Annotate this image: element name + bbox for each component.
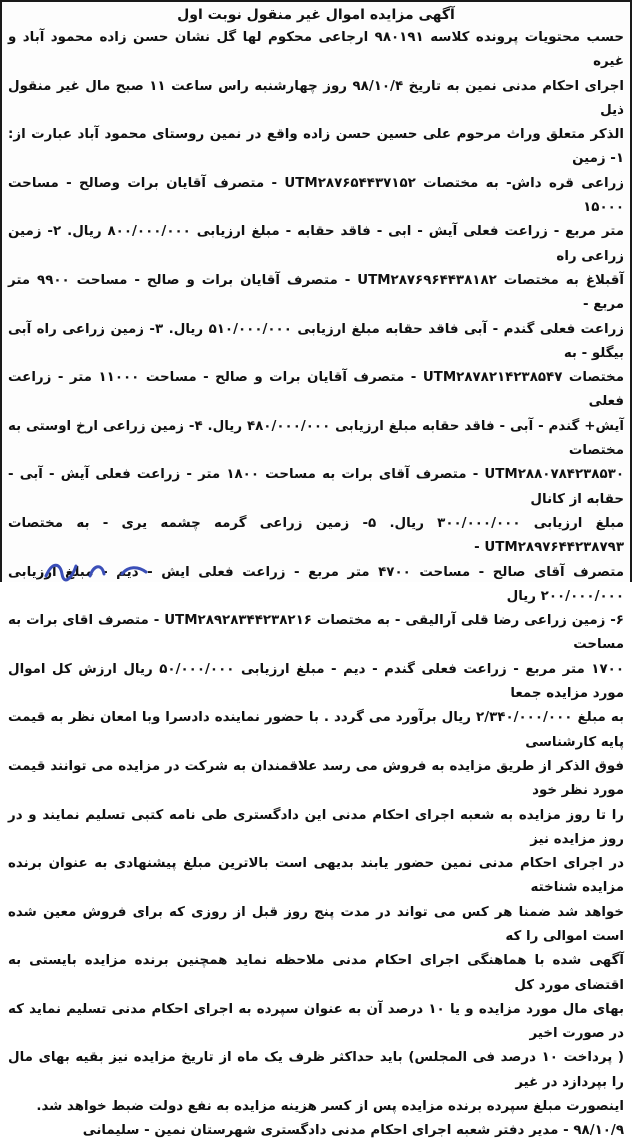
notice-body: حسب محتویات پرونده کلاسه ۹۸۰۱۹۱ ارجاعی محکوم لها گل نشان حسن زاده محمود آباد و غیره اجرای احکام مدنی نمین به تاریخ ۹۸/۱۰/۴ روز چهارشنبه راس ساعت ۱۱ صبح مال غیر منقول ذیل الذکر متعلق وراث مرحوم علی حسین حسن زاده واقع در نمین روستای محمود آباد عبارت از: ۱- زمین زراعی قره داش- به مختصات UTM۲۸۷۶۵۴۴۳۷۱۵۲ - متصرف آقایان برات وصالح - مساحت ۱۵۰۰۰ متر مربع - زراعت فعلی آیش - ابی - فاقد حقابه - مبلغ ارزیابی ۸۰۰/۰۰۰/۰۰۰ ریال. ۲- زمین زراعی راه آقبلاغ به مختصات UTM۲۸۷۶۹۶۴۴۳۸۱۸۲ - متصرف آقایان برات و صالح - مساحت ۹۹۰۰ متر مربع - زراعت فعلی گندم - آبی فاقد حقابه مبلغ ارزیابی ۵۱۰/۰۰۰/۰۰۰ ریال. ۳- زمین زراعی راه آبی بیگلو - به مختصات UTM۲۸۷۸۲۱۴۲۳۸۵۴۷ - متصرف آقایان برات و صالح - مساحت ۱۱۰۰۰ متر - زراعت فعلی آیش+ گندم - آبی - فاقد حقابه مبلغ ارزیابی ۴۸۰/۰۰۰/۰۰۰ ریال. ۴- زمین زراعی ارخ اوستی به مختصات UTM۲۸۸۰۷۸۴۲۳۸۵۳۰ - متصرف آقای برات به مساحت ۱۸۰۰ متر - زراعت فعلی آیش - آبی - حقابه از کانال مبلغ ارزیابی ۳۰۰/۰۰۰/۰۰۰ ریال. ۵- زمین زراعی گرمه چشمه یری - به مختصات UTM۲۸۹۷۶۴۴۲۳۸۷۹۳ - متصرف آقای صالح - مساحت ۴۷۰۰ متر مربع - زراعت فعلی ایش - دیم - مبلغ ارزیابی ۲۰۰/۰۰۰/۰۰۰ ریال ۶- زمین زراعی رضا قلی آرالیقی - به مختصات UTM۲۸۹۲۸۳۴۴۲۳۸۲۱۶ - متصرف اقای برات به مساحت ۱۷۰۰ متر مربع - زراعت فعلی گندم - دیم - مبلغ ارزیابی ۵۰/۰۰۰/۰۰۰ ریال ارزش کل اموال مورد مزایده جمعا به مبلغ ۲/۳۴۰/۰۰۰/۰۰۰ ریال برآورد می گردد . با حضور نماینده دادسرا وبا امعان نظر به قیمت پایه کارشناسی فوق الذکر از طریق مزایده به فروش می رسد علاقمندان به شرکت در مزایده می توانند قیمت مورد نظر خود را تا روز مزایده به شعبه اجرای احکام مدنی این دادگستری طی نامه کتبی تسلیم نمایند و در روز مزایده نیز در اجرای احکام مدنی نمین حضور یابند بدیهی است بالاترین مبلغ پیشنهادی به عنوان برنده مزایده شناخته خواهد شد ضمنا هر کس می تواند در مدت پنج روز قبل از روزی که برای فروش معین شده است اموالی را که آگهی شده با هماهنگی اجرای احکام مدنی ملاحظه نماید همچنین برنده مزایده بایستی به اقتضای مورد کل بهای مال مورد مزایده و یا ۱۰ درصد آن به عنوان سپرده به اجرای احکام مدنی تسلیم نماید که در صورت اخیر ( پرداخت ۱۰ درصد فی المجلس) باید حداکثر ظرف یک ماه از تاریخ مزایده نیز بقیه بهای مال را بپردازد در غیر اینصورت مبلغ سپرده برنده مزایده پس از کسر هزینه مزایده به نفع دولت ضبط خواهد شد. ۹۸/۱۰/۹ - مدیر دفتر شعبه اجرای احکام مدنی دادگستری شهرستان نمین - سلیمانی xyxy=(8,30,625,1139)
handwritten-mark-icon xyxy=(42,558,152,580)
notice-title: آگهی مزایده اموال غیر منقول نوبت اول xyxy=(177,7,455,23)
